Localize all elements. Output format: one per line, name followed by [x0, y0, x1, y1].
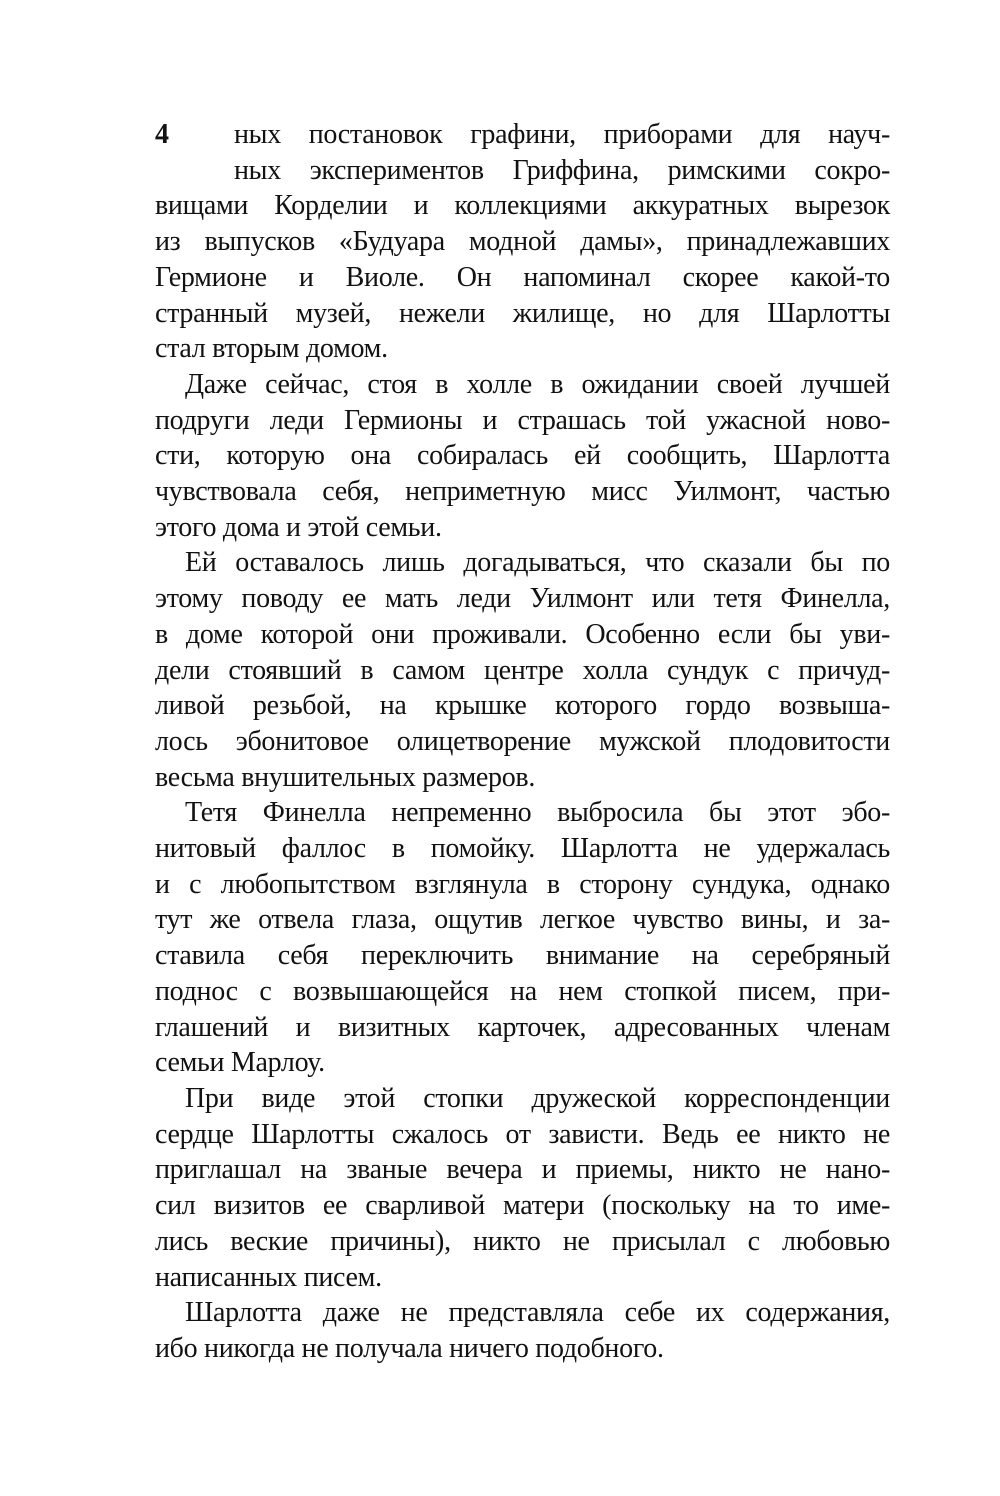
text-line: Шарлотта даже не представляла себе их содержания, — [185, 1297, 890, 1329]
text-line: поднос с возвышающейся на нем стопкой писем, при- — [155, 975, 890, 1007]
text-line: подруги леди Гермионы и страшась той ужасной ново- — [155, 404, 890, 436]
paragraph — [155, 1081, 890, 1295]
text-line: сил визитов ее сварливой матери (поскольку на то име- — [155, 1190, 890, 1222]
text-line: нитовый фаллос в помойку. Шарлотта не удержалась — [155, 833, 890, 865]
text-line: ных экспериментов Гриффина, римскими сокро- — [234, 154, 890, 186]
text-line: сти, которую она собиралась ей сообщить, Шарлотта — [155, 440, 890, 472]
text-line: в доме которой они проживали. Особенно если бы уви- — [155, 618, 890, 650]
text-line: лись веские причины), никто не присылал с любовью — [155, 1225, 890, 1257]
text-line: этого дома и этой семьи. — [155, 511, 442, 543]
text-line: При виде этой стопки дружеской корреспонденции — [185, 1082, 890, 1114]
text-line: семьи Марлоу. — [155, 1047, 325, 1079]
paragraph — [155, 117, 890, 367]
text-line: чувствовала себя, неприметную мисс Уилмонт, частью — [155, 476, 890, 508]
text-line: ибо никогда не получала ничего подобного. — [155, 1332, 664, 1364]
text-line: стал вторым домом. — [155, 333, 388, 365]
text-line: ставила себя переключить внимание на серебряный — [155, 940, 890, 972]
text-line: ных постановок графини, приборами для науч- — [234, 119, 890, 150]
text-line: дели стоявший в самом центре холла сундук с причуд- — [155, 654, 890, 686]
text-line: сердце Шарлотты сжалось от зависти. Ведь ее никто не — [155, 1118, 890, 1150]
text-line: приглашал на званые вечера и приемы, никто не нано- — [155, 1154, 890, 1186]
paragraph — [155, 367, 890, 546]
page-number: 4 — [155, 119, 169, 150]
text-line: и с любопытством взглянула в сторону сундука, однако — [155, 868, 890, 900]
text-line: из выпусков «Будуара модной дамы», принадлежавших — [155, 226, 890, 258]
paragraph — [155, 1295, 890, 1366]
paragraph — [155, 545, 890, 795]
text-line: тут же отвела глаза, ощутив легкое чувство вины, и за- — [155, 904, 890, 936]
text-line: весьма внушительных размеров. — [155, 761, 536, 793]
paragraph — [155, 795, 890, 1081]
text-line: этому поводу ее мать леди Уилмонт или тетя Финелла, — [155, 583, 890, 615]
text-line: Ей оставалось лишь догадываться, что сказали бы по — [185, 547, 890, 579]
text-line: Тетя Финелла непременно выбросила бы этот эбо- — [185, 797, 890, 829]
text-block — [155, 117, 890, 1367]
text-line: странный музей, нежели жилище, но для Шарлотты — [155, 297, 890, 329]
text-line: Даже сейчас, стоя в холле в ожидании своей лучшей — [185, 368, 890, 400]
text-line: ливой резьбой, на крышке которого гордо возвыша- — [155, 690, 890, 722]
text-line: глашений и визитных карточек, адресованных членам — [155, 1011, 890, 1043]
text-line: Гермионе и Виоле. Он напоминал скорее какой-то — [155, 261, 890, 293]
text-line: лось эбонитовое олицетворение мужской плодовитости — [155, 725, 890, 757]
text-line: вищами Корделии и коллекциями аккуратных вырезок — [155, 190, 890, 222]
text-line: написанных писем. — [155, 1261, 382, 1293]
